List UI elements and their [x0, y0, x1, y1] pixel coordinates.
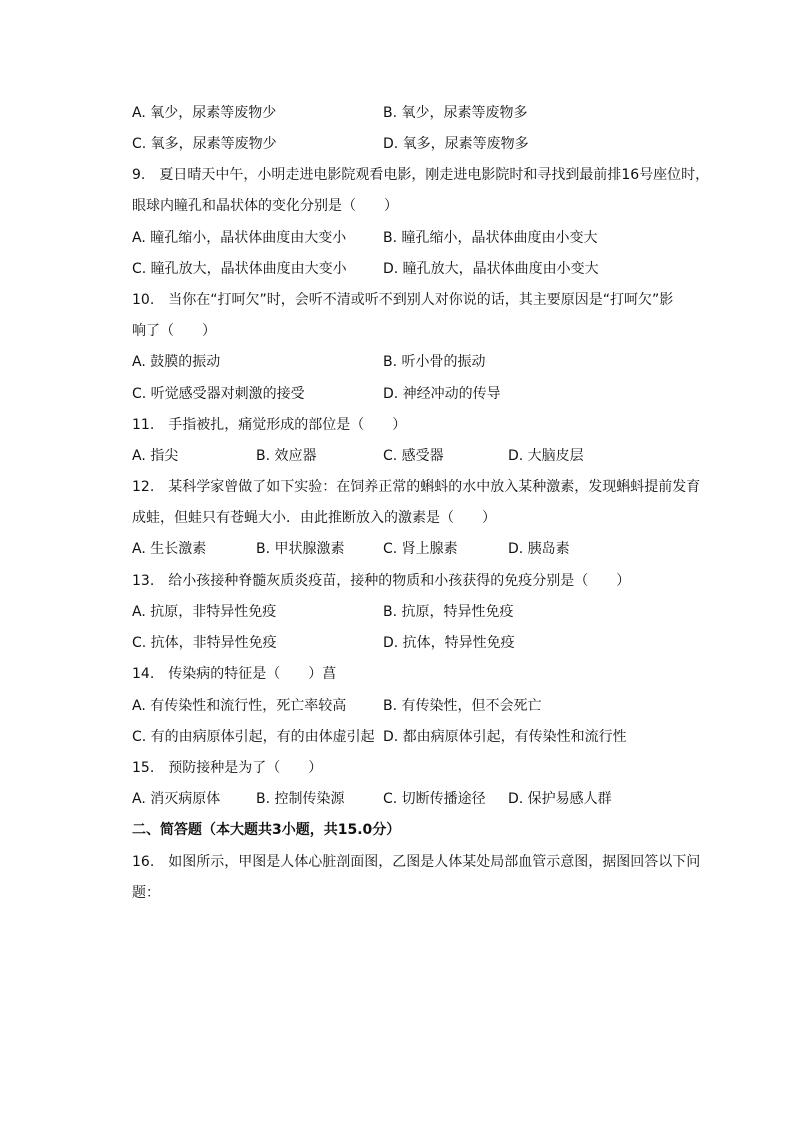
q16-stem-line2: 题：: [132, 885, 160, 901]
q15-stem: 15. 预防接种是为了（ ）: [132, 760, 323, 776]
q12-stem-line2: 成蛙，但蛙只有苍蝇大小．由此推断放入的激素是（ ）: [132, 510, 496, 526]
q13-option-a: A. 抗原，非特异性免疫: [132, 604, 277, 620]
q10-option-a: A. 鼓膜的振动: [132, 354, 221, 370]
q15-option-b: B. 控制传染源: [256, 791, 345, 807]
q13-option-b: B. 抗原，特异性免疫: [383, 604, 514, 620]
q15-option-d: D. 保护易感人群: [508, 791, 612, 807]
q9-stem-line2: 眼球内瞳孔和晶状体的变化分别是（ ）: [132, 198, 398, 214]
q14-option-d: D. 都由病原体引起，有传染性和流行性: [383, 729, 627, 745]
q10-stem-line1: 10. 当你在“打呵欠”时，会听不清或听不到别人对你说的话，其主要原因是“打呵欠”影: [132, 292, 674, 308]
q15-option-c: C. 切断传播途径: [383, 791, 486, 807]
q9-option-a: A. 瞳孔缩小，晶状体曲度由大变小: [132, 230, 347, 246]
q16-stem-line1: 16. 如图所示，甲图是人体心脏剖面图，乙图是人体某处局部血管示意图，据图回答以下问: [132, 854, 701, 870]
q10-option-c: C. 听觉感受器对刺激的接受: [132, 386, 305, 402]
q8-option-a: A. 氧少，尿素等废物少: [132, 105, 277, 121]
q9-stem-line1: 9. 夏日晴天中午，小明走进电影院观看电影，刚走进电影院时和寻找到最前排16号座位时，: [132, 167, 710, 183]
q8-option-c: C. 氧多，尿素等废物少: [132, 136, 277, 152]
q9-option-b: B. 瞳孔缩小，晶状体曲度由小变大: [383, 230, 598, 246]
q10-stem-line2: 响了（ ）: [132, 323, 216, 339]
q14-stem: 14. 传染病的特征是（ ）菖: [132, 666, 337, 682]
q9-option-d: D. 瞳孔放大，晶状体曲度由小变大: [383, 261, 599, 277]
q11-option-b: B. 效应器: [256, 448, 317, 464]
q12-option-a: A. 生长激素: [132, 541, 207, 557]
q11-option-c: C. 感受器: [383, 448, 444, 464]
q14-option-b: B. 有传染性，但不会死亡: [383, 698, 542, 714]
q8-option-b: B. 氧少，尿素等废物多: [383, 105, 528, 121]
q14-option-c: C. 有的由病原体引起，有的由体虚引起: [132, 729, 375, 745]
q10-option-b: B. 听小骨的振动: [383, 354, 486, 370]
section-heading: 二、简答题（本大题共3小题，共15.0分）: [132, 822, 401, 838]
q11-option-a: A. 指尖: [132, 448, 179, 464]
q12-option-b: B. 甲状腺激素: [256, 541, 345, 557]
q15-option-a: A. 消灭病原体: [132, 791, 221, 807]
q8-option-d: D. 氧多，尿素等废物多: [383, 136, 529, 152]
q13-option-c: C. 抗体，非特异性免疫: [132, 635, 277, 651]
q12-stem-line1: 12. 某科学家曾做了如下实验：在饲养正常的蝌蚪的水中放入某种激素，发现蝌蚪提前发育: [132, 479, 701, 495]
q9-option-c: C. 瞳孔放大，晶状体曲度由大变小: [132, 261, 347, 277]
q13-stem: 13. 给小孩接种脊髓灰质炎疫苗，接种的物质和小孩获得的免疫分别是（ ）: [132, 573, 631, 589]
q12-option-d: D. 胰岛素: [508, 541, 570, 557]
q11-option-d: D. 大脑皮层: [508, 448, 584, 464]
q14-option-a: A. 有传染性和流行性，死亡率较高: [132, 698, 347, 714]
q11-stem: 11. 手指被扎，痛觉形成的部位是（ ）: [132, 417, 407, 433]
q10-option-d: D. 神经冲动的传导: [383, 386, 501, 402]
q12-option-c: C. 肾上腺素: [383, 541, 458, 557]
q13-option-d: D. 抗体，特异性免疫: [383, 635, 515, 651]
